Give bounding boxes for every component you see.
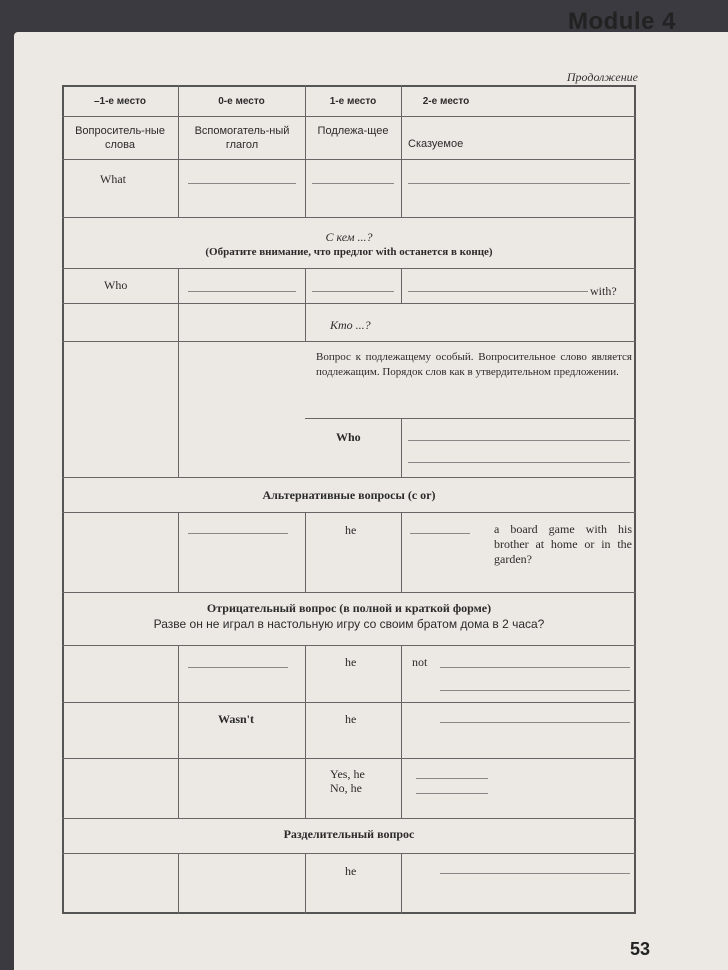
answer-line [408,462,630,463]
alternative-tail: a board game with his brother at home or in the garden? [494,522,632,566]
short-answer-yes: Yes, he [330,767,365,781]
wasnt-word: Wasn't [218,712,255,726]
answer-line [188,183,296,184]
short-answer-no: No, he [330,781,362,795]
negative-he: he [345,655,357,669]
subheader-predicate: Сказуемое [408,138,464,150]
answer-line [416,778,488,779]
answer-line [440,873,630,874]
tag-he: he [345,864,357,878]
answer-line [312,291,394,292]
module-title: Module 4 [567,8,676,35]
who-subject-word: Who [336,430,361,444]
answer-line [312,183,394,184]
answer-line [440,667,630,668]
negative-question: Разве он не играл в настольную игру со своим братом дома в 2 часа? [153,617,545,631]
column-header-0: 0-е место [218,96,265,107]
negative-title: Отрицательный вопрос (в полной и краткой форме) [206,601,492,615]
answer-line [408,440,630,441]
subheader-question-words: Вопроситель-ные слова [75,125,165,151]
what-word: What [100,172,126,186]
column-header-1: 1-е место [329,96,377,107]
tag-title: Разделительный вопрос [283,827,415,841]
section-with-title: С кем ...? [325,230,373,244]
subheader-auxiliary: Вспомогатель-ный глагол [194,125,290,151]
subheader-subject: Подлежа-щее [317,125,389,137]
negative-he-2: he [345,712,357,726]
continuation-label: Продолжение [566,70,638,84]
page-number: 53 [629,939,650,959]
negative-not: not [412,655,428,669]
column-header-2: 2-е место [422,96,470,107]
answer-line [188,667,288,668]
answer-line [408,291,588,292]
column-header-minus1: –1-е место [93,96,147,107]
answer-line [416,793,488,794]
answer-line [440,690,630,691]
alternative-title: Альтернативные вопросы (с or) [262,488,436,502]
answer-line [408,183,630,184]
answer-line [440,722,630,723]
who-word: Who [104,278,128,292]
subject-question-note: Вопрос к подлежащему особый. Вопросительное слово является подлежащим. Порядок слов как в утвердительном предложении. [316,351,632,378]
answer-line [410,533,470,534]
section-with-note: (Обратите внимание, что предлог with останется в конце) [205,246,493,258]
with-end: with? [590,284,617,298]
answer-line [188,533,288,534]
alternative-he: he [345,523,357,537]
answer-line [188,291,296,292]
kto-label: Кто ...? [330,318,371,332]
